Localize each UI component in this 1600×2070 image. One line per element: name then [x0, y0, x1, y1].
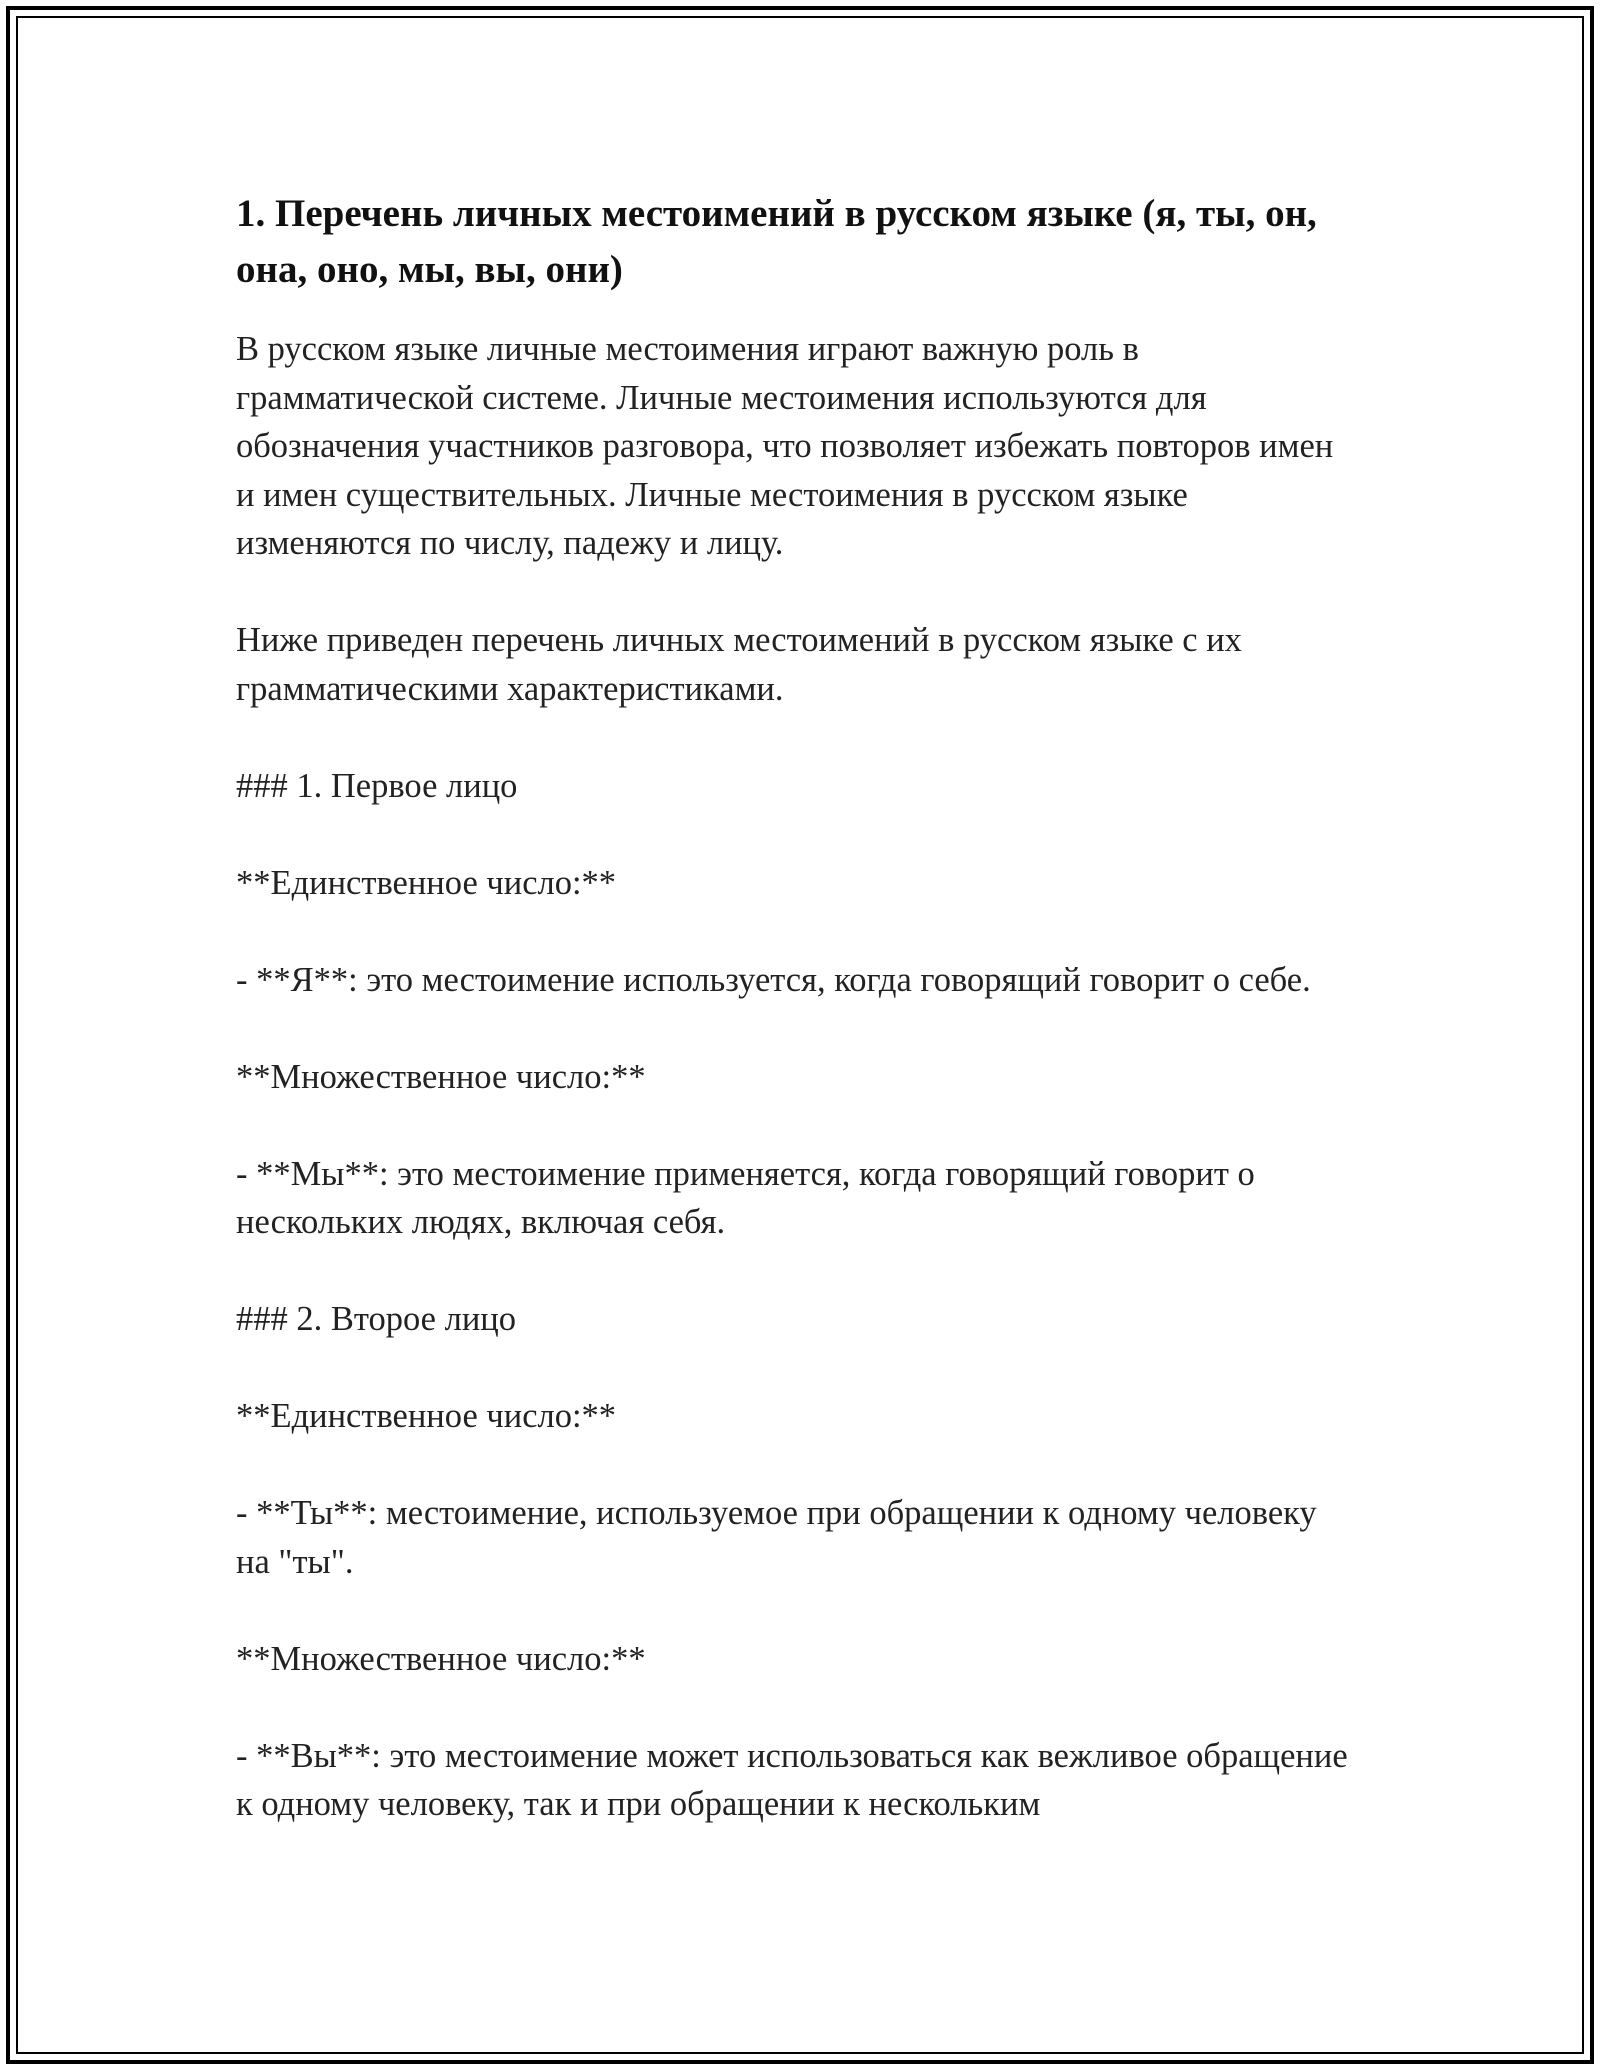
spacer — [236, 1344, 1356, 1393]
spacer — [236, 1247, 1356, 1296]
first-plural-label: **Множественное число:** — [236, 1057, 646, 1096]
list-item-ty: - **Ты**: местоимение, используемое при обращении к одному человеку на "ты". — [236, 1494, 1326, 1581]
intro-paragraph: В русском языке личные местоимения играют важную роль в грамматической системе. Личные местоимения используются для обозначения участников разговора, что позволяет избежать повторов имен и имен существительных. Личные местоимения в русском языке изменяются по числу, падежу и лицу. — [236, 330, 1342, 562]
second-singular-label: **Единственное число:** — [236, 1397, 617, 1435]
spacer — [236, 810, 1356, 859]
second-plural-label: **Множественное число:** — [236, 1639, 646, 1678]
page-title: 1. Перечень личных местоимений в русском языке (я, ты, он, она, оно, мы, вы, они) — [236, 192, 1317, 291]
spacer — [236, 1101, 1356, 1150]
spacer — [236, 1586, 1356, 1635]
spacer — [236, 1441, 1356, 1490]
section-heading-first-person: ### 1. Первое лицо — [236, 766, 518, 805]
list-item-vy: - **Вы**: это местоимение может использоваться как вежливое обращение к одному человеку, так и при обращении к нескольким — [236, 1736, 1357, 1823]
first-singular-label: **Единственное число:** — [236, 863, 617, 902]
spacer — [236, 713, 1356, 762]
section-heading-second-person: ### 2. Второе лицо — [236, 1300, 517, 1338]
document-body — [236, 186, 1356, 1829]
spacer — [236, 1004, 1356, 1053]
spacer — [236, 1683, 1356, 1732]
list-intro-paragraph: Ниже приведен перечень личных местоимений в русском языке с их грамматическими характеристиками. — [236, 621, 1251, 708]
spacer — [236, 907, 1356, 956]
list-item-my: - **Мы**: это местоимение применяется, когда говорящий говорит о нескольких людях, включая себя. — [236, 1154, 1264, 1241]
spacer — [236, 568, 1356, 617]
list-item-ya: - **Я**: это местоимение используется, когда говорящий говорит о себе. — [236, 960, 1311, 999]
